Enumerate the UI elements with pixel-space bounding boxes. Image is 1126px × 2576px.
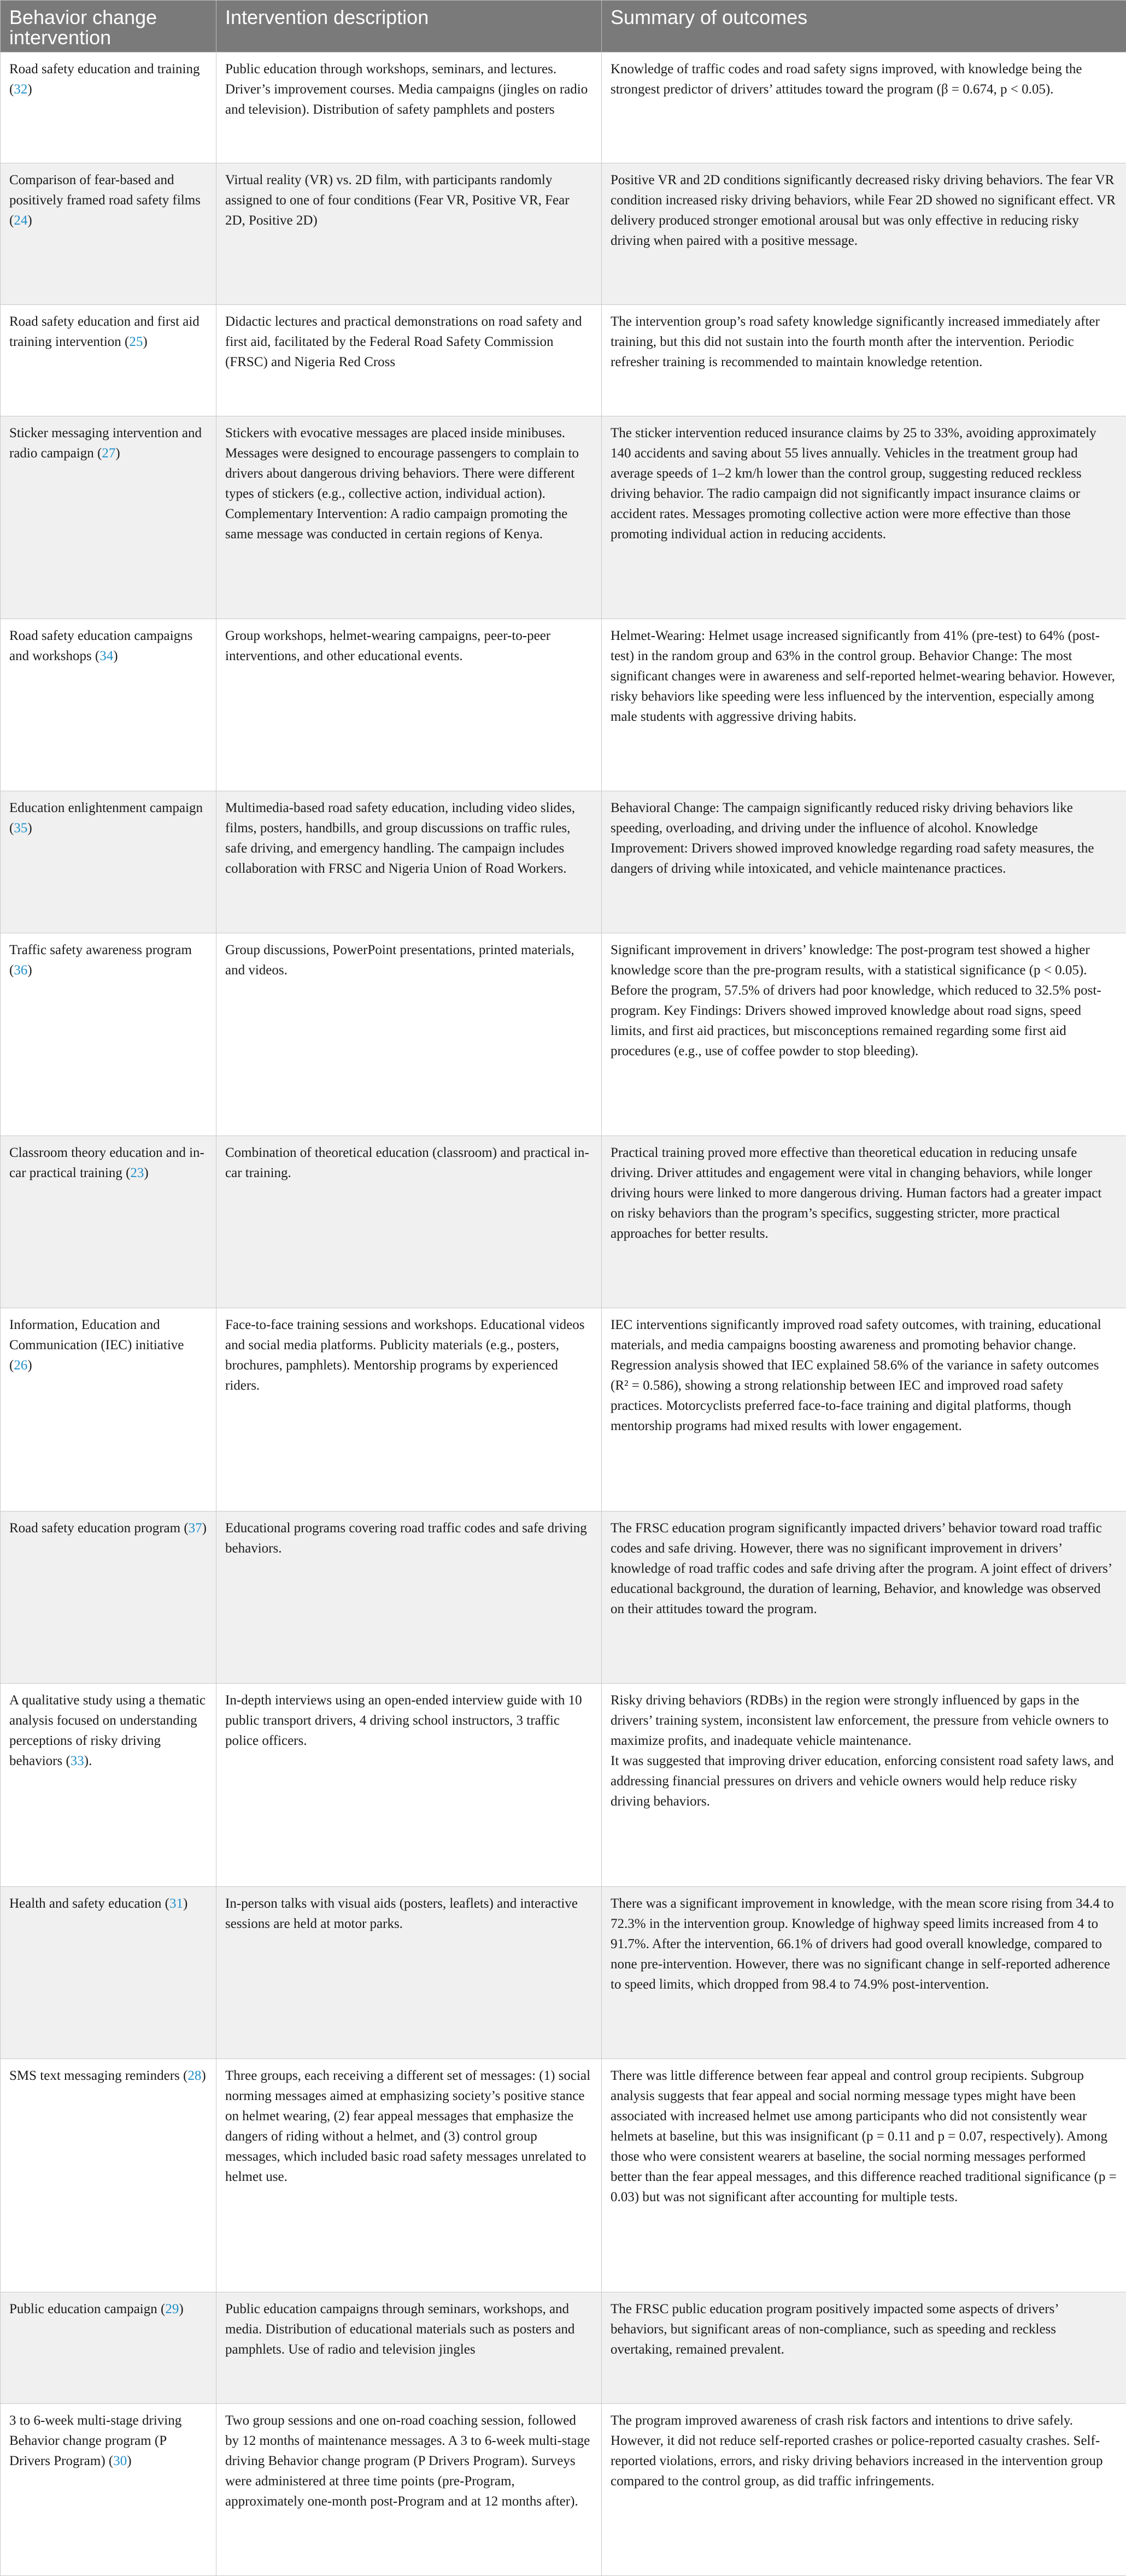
citation-close: ) xyxy=(113,648,118,663)
table-header xyxy=(1,1,1126,52)
intervention-name: Information, Education and Communication (IEC) initiative ( xyxy=(9,1318,184,1373)
intervention-cell xyxy=(1,52,216,163)
intervention-name: SMS text messaging reminders ( xyxy=(9,2068,188,2083)
outcome-cell xyxy=(602,619,1126,791)
outcome-cell xyxy=(602,1136,1126,1308)
outcome-cell xyxy=(602,305,1126,416)
intervention-name: Comparison of fear-based and positively framed road safety films ( xyxy=(9,173,201,228)
header-intervention: Behavior change intervention xyxy=(1,1,216,52)
citation-close: ) xyxy=(127,2453,132,2468)
description-cell: Combination of theoretical education (classroom) and practical in-car training. xyxy=(216,1136,602,1308)
intervention-name: Road safety education program ( xyxy=(9,1520,189,1536)
table-row xyxy=(1,416,1126,619)
outcome-text: Helmet-Wearing: Helmet usage increased significantly from 41% (pre-test) to 64% (post-test) in the random group and 63% in the control group. Behavior Change: The most significant changes were in awareness and self-reported helmet-wearing behavior. However, risky behaviors like speeding were less influenced by the intervention, especially among male students with aggressive driving habits. xyxy=(611,628,1115,724)
intervention-cell xyxy=(1,1511,216,1683)
description-cell: Multimedia-based road safety education, including video slides, films, posters, handbills, and group discussions on traffic rules, safe driving, and emergency handling. The campaign includes collaboration with FRSC and Nigeria Union of Road Workers. xyxy=(216,791,602,933)
citation-link[interactable]: 31 xyxy=(169,1896,183,1911)
outcome-cell xyxy=(602,791,1126,933)
outcome-text: The program improved awareness of crash risk factors and intentions to drive safely. However, it did not reduce self-reported crashes or police-reported casualty crashes. Self-reported violations, errors, and risky driving behaviors increased in the intervention group compared to the control group, as did traffic infringements. xyxy=(611,2413,1103,2489)
outcome-cell xyxy=(602,2292,1126,2403)
table-row xyxy=(1,933,1126,1136)
outcome-text: The FRSC education program significantly impacted drivers’ behavior toward road traffic codes and safe driving. However, there was no significant improvement in drivers’ knowledge of road traffic codes and safe driving after the program. A joint effect of drivers’ educational background, the duration of learning, Behavior, and knowledge was observed on their attitudes toward the program. xyxy=(611,1520,1112,1616)
description-cell: Stickers with evocative messages are placed inside minibuses. Messages were designed to encourage passengers to complain to drivers about dangerous driving behaviors. There were different types of stickers (e.g., collective action, individual action). Complementary Intervention: A radio campaign promoting the same message was conducted in certain regions of Kenya. xyxy=(216,416,602,619)
description-cell: Face-to-face training sessions and workshops. Educational videos and social media platforms. Publicity materials (e.g., posters, brochures, pamphlets). Mentorship programs by experienced riders. xyxy=(216,1308,602,1511)
outcome-cell xyxy=(602,163,1126,305)
description-cell: Three groups, each receiving a different set of messages: (1) social norming messages aimed at emphasizing society’s positive stance on helmet wearing, (2) fear appeal messages that emphasize the dangers of riding without a helmet, and (3) control group messages, which included basic road safety messages unrelated to helmet use. xyxy=(216,2059,602,2292)
intervention-name: Education enlightenment campaign ( xyxy=(9,801,203,836)
outcome-cell xyxy=(602,52,1126,163)
outcome-cell xyxy=(602,416,1126,619)
citation-link[interactable]: 23 xyxy=(130,1166,144,1180)
table-row xyxy=(1,2403,1126,2575)
citation-close: ). xyxy=(84,1754,92,1769)
citation-close: ) xyxy=(27,962,32,978)
intervention-name: Public education campaign ( xyxy=(9,2302,166,2317)
intervention-cell xyxy=(1,2292,216,2403)
citation-close: ) xyxy=(143,334,148,350)
citation-close: ) xyxy=(27,82,32,97)
citation-close: ) xyxy=(183,1896,188,1911)
outcome-cell xyxy=(602,1511,1126,1683)
intervention-name: Road safety education campaigns and workshops ( xyxy=(9,628,193,663)
citation-link[interactable]: 36 xyxy=(14,962,28,978)
outcome-cell xyxy=(602,1308,1126,1511)
intervention-name: Road safety education and training ( xyxy=(9,62,200,97)
outcome-text: Significant improvement in drivers’ knowledge: The post-program test showed a higher knowledge score than the pre-program results, with a statistical significance (p < 0.05). Before the program, 57.5% of drivers had poor knowledge, which reduced to 32.5% post-program. Key Findings: Drivers showed improved knowledge about road signs, speed limits, and first aid practices, but misconceptions remained regarding some first aid procedures (e.g., use of coffee powder to stop bleeding). xyxy=(611,942,1101,1058)
table-row xyxy=(1,1511,1126,1683)
table-row xyxy=(1,1136,1126,1308)
intervention-cell xyxy=(1,2059,216,2292)
citation-close: ) xyxy=(115,445,120,461)
intervention-cell xyxy=(1,1886,216,2059)
description-cell: Group discussions, PowerPoint presentations, printed materials, and videos. xyxy=(216,933,602,1136)
table-row xyxy=(1,2292,1126,2403)
table-row xyxy=(1,791,1126,933)
outcome-text: There was a significant improvement in knowledge, with the mean score rising from 34.4 to 72.3% in the intervention group. Knowledge of highway speed limits increased from 4 to 91.7%. After the intervention, 66.1% of drivers had good overall knowledge, compared to none pre-intervention. However, there was no significant change in self-reported adherence to speed limits, which dropped from 98.4 to 74.9% post-intervention. xyxy=(611,1896,1114,1992)
description-cell: Didactic lectures and practical demonstrations on road safety and first aid, facilitated by the Federal Road Safety Commission (FRSC) and Nigeria Red Cross xyxy=(216,305,602,416)
citation-link[interactable]: 27 xyxy=(102,445,116,461)
intervention-name: Traffic safety awareness program ( xyxy=(9,942,192,978)
citation-link[interactable]: 37 xyxy=(188,1520,202,1536)
citation-close: ) xyxy=(144,1166,149,1180)
outcome-cell xyxy=(602,1886,1126,2059)
description-cell: Public education campaigns through seminars, workshops, and media. Distribution of educational materials such as posters and pamphlets. Use of radio and television jingles xyxy=(216,2292,602,2403)
citation-close: ) xyxy=(202,1520,207,1536)
table-row xyxy=(1,1886,1126,2059)
table-row xyxy=(1,1308,1126,1511)
intervention-name: Classroom theory education and in-car practical training ( xyxy=(9,1145,204,1180)
outcome-text: Behavioral Change: The campaign significantly reduced risky driving behaviors like speeding, overloading, and driving under the influence of alcohol. Knowledge Improvement: Drivers showed improved knowledge regarding road safety measures, the dangers of driving while intoxicated, and vehicle maintenance practices. xyxy=(611,801,1094,877)
description-cell: In-depth interviews using an open-ended interview guide with 10 public transport drivers, 4 driving school instructors, 3 traffic police officers. xyxy=(216,1684,602,1886)
outcome-text: Knowledge of traffic codes and road safety signs improved, with knowledge being the strongest predictor of drivers’ attitudes toward the program (β = 0.674, p < 0.05). xyxy=(611,62,1082,97)
citation-link[interactable]: 34 xyxy=(99,648,114,663)
citation-link[interactable]: 32 xyxy=(14,82,28,97)
outcome-text: The sticker intervention reduced insurance claims by 25 to 33%, avoiding approximately 140 accidents and saving about 55 lives annually. Vehicles in the treatment group had average speeds of 1–2 km/h lower than the control group, suggesting reduced reckless driving behavior. The radio campaign did not significantly impact insurance claims or accident rates. Messages promoting collective action were more effective than those promoting individual action in reducing accidents. xyxy=(611,425,1096,542)
outcome-cell xyxy=(602,933,1126,1136)
table-row xyxy=(1,305,1126,416)
header-row xyxy=(1,1,1126,52)
citation-link[interactable]: 25 xyxy=(129,334,143,350)
citation-close: ) xyxy=(201,2068,206,2083)
intervention-name: A qualitative study using a thematic analysis focused on understanding perceptions of risky driving behaviors ( xyxy=(9,1693,206,1769)
citation-link[interactable]: 33 xyxy=(70,1754,84,1769)
citation-link[interactable]: 24 xyxy=(14,213,28,228)
table-body xyxy=(1,52,1126,2576)
outcome-cell xyxy=(602,2403,1126,2575)
table-row xyxy=(1,2059,1126,2292)
intervention-cell xyxy=(1,416,216,619)
citation-link[interactable]: 26 xyxy=(14,1358,28,1373)
citation-link[interactable]: 28 xyxy=(187,2068,202,2083)
citation-link[interactable]: 29 xyxy=(165,2302,179,2317)
intervention-name: Health and safety education ( xyxy=(9,1896,169,1911)
description-cell: Group workshops, helmet-wearing campaigns, peer-to-peer interventions, and other educational events. xyxy=(216,619,602,791)
intervention-name: 3 to 6-week multi-stage driving Behavior change program (P Drivers Program) ( xyxy=(9,2413,182,2468)
citation-link[interactable]: 35 xyxy=(14,821,28,836)
intervention-cell xyxy=(1,619,216,791)
header-outcomes: Summary of outcomes xyxy=(602,1,1126,52)
intervention-name: Road safety education and first aid training intervention ( xyxy=(9,314,200,350)
header-description: Intervention description xyxy=(216,1,602,52)
description-cell: Virtual reality (VR) vs. 2D film, with participants randomly assigned to one of four conditions (Fear VR, Positive VR, Fear 2D, Positive 2D) xyxy=(216,163,602,305)
table-row xyxy=(1,163,1126,305)
intervention-cell xyxy=(1,791,216,933)
outcome-text: IEC interventions significantly improved road safety outcomes, with training, educational materials, and media campaigns boosting awareness and promoting behavior change. Regression analysis showed that IEC explained 58.6% of the variance in safety outcomes (R² = 0.586), showing a strong relationship between IEC and improved road safety practices. Motorcyclists preferred face-to-face training and digital platforms, though mentorship programs had mixed results with lower engagement. xyxy=(611,1318,1101,1434)
outcome-text-2: It was suggested that improving driver education, enforcing consistent road safety laws, and addressing financial pressures on drivers and vehicle owners would help reduce risky driving behaviors. xyxy=(611,1754,1114,1809)
intervention-cell xyxy=(1,305,216,416)
outcome-text: Positive VR and 2D conditions significantly decreased risky driving behaviors. The fear VR condition increased risky driving behaviors, while Fear 2D showed no significant effect. VR delivery produced stronger emotional arousal but was only effective in reducing risky driving when paired with a positive message. xyxy=(611,173,1116,249)
outcome-text: There was little difference between fear appeal and control group recipients. Subgroup analysis suggests that fear appeal and social norming message types might have been associated with increased helmet use among participants who did not consistently wear helmets at baseline, but this was insignificant (p = 0.11 and p = 0.07, respectively). Among those who were consistent wearers at baseline, the social norming messages performed better than the fear appeal messages, and this difference reached traditional significance (p = 0.03) but was not significant after accounting for multiple tests. xyxy=(611,2068,1117,2204)
outcome-cell xyxy=(602,1684,1126,1886)
intervention-cell xyxy=(1,1308,216,1511)
outcome-text: The intervention group’s road safety knowledge significantly increased immediately after training, but this did not sustain into the fourth month after the intervention. Periodic refresher training is recommended to maintain knowledge retention. xyxy=(611,314,1100,370)
intervention-cell xyxy=(1,2403,216,2575)
citation-close: ) xyxy=(27,821,32,836)
description-cell: Two group sessions and one on-road coaching session, followed by 12 months of maintenance messages. A 3 to 6-week multi-stage driving Behavior change program (P Drivers Program). Surveys were administered at three time points (pre-Program, approximately one-month post-Program and at 12 months after). xyxy=(216,2403,602,2575)
intervention-name: Sticker messaging intervention and radio campaign ( xyxy=(9,425,202,461)
outcome-text: Risky driving behaviors (RDBs) in the region were strongly influenced by gaps in the drivers’ training system, inconsistent law enforcement, the pressure from vehicle owners to maximize profits, and inadequate vehicle maintenance. xyxy=(611,1693,1109,1749)
citation-close: ) xyxy=(179,2302,184,2317)
intervention-cell xyxy=(1,1136,216,1308)
description-cell: In-person talks with visual aids (posters, leaflets) and interactive sessions are held at motor parks. xyxy=(216,1886,602,2059)
outcome-text: Practical training proved more effective than theoretical education in reducing unsafe driving. Driver attitudes and engagement were vital in changing behaviors, while longer driving hours were linked to more dangerous driving. Human factors had a greater impact on risky behaviors than the program’s specifics, suggesting stricter, more practical approaches for better results. xyxy=(611,1145,1102,1241)
table-row xyxy=(1,52,1126,163)
citation-close: ) xyxy=(27,213,32,228)
citation-close: ) xyxy=(27,1358,32,1373)
table-row xyxy=(1,619,1126,791)
table-row xyxy=(1,1684,1126,1886)
outcome-text: The FRSC public education program positively impacted some aspects of drivers’ behaviors, but significant areas of non-compliance, such as speeding and reckless overtaking, remained prevalent. xyxy=(611,2302,1058,2357)
description-cell: Public education through workshops, seminars, and lectures. Driver’s improvement courses. Media campaigns (jingles on radio and television). Distribution of safety pamphlets and posters xyxy=(216,52,602,163)
outcome-cell xyxy=(602,2059,1126,2292)
description-cell: Educational programs covering road traffic codes and safe driving behaviors. xyxy=(216,1511,602,1683)
intervention-cell xyxy=(1,1684,216,1886)
citation-link[interactable]: 30 xyxy=(113,2453,127,2468)
intervention-cell xyxy=(1,933,216,1136)
intervention-cell xyxy=(1,163,216,305)
